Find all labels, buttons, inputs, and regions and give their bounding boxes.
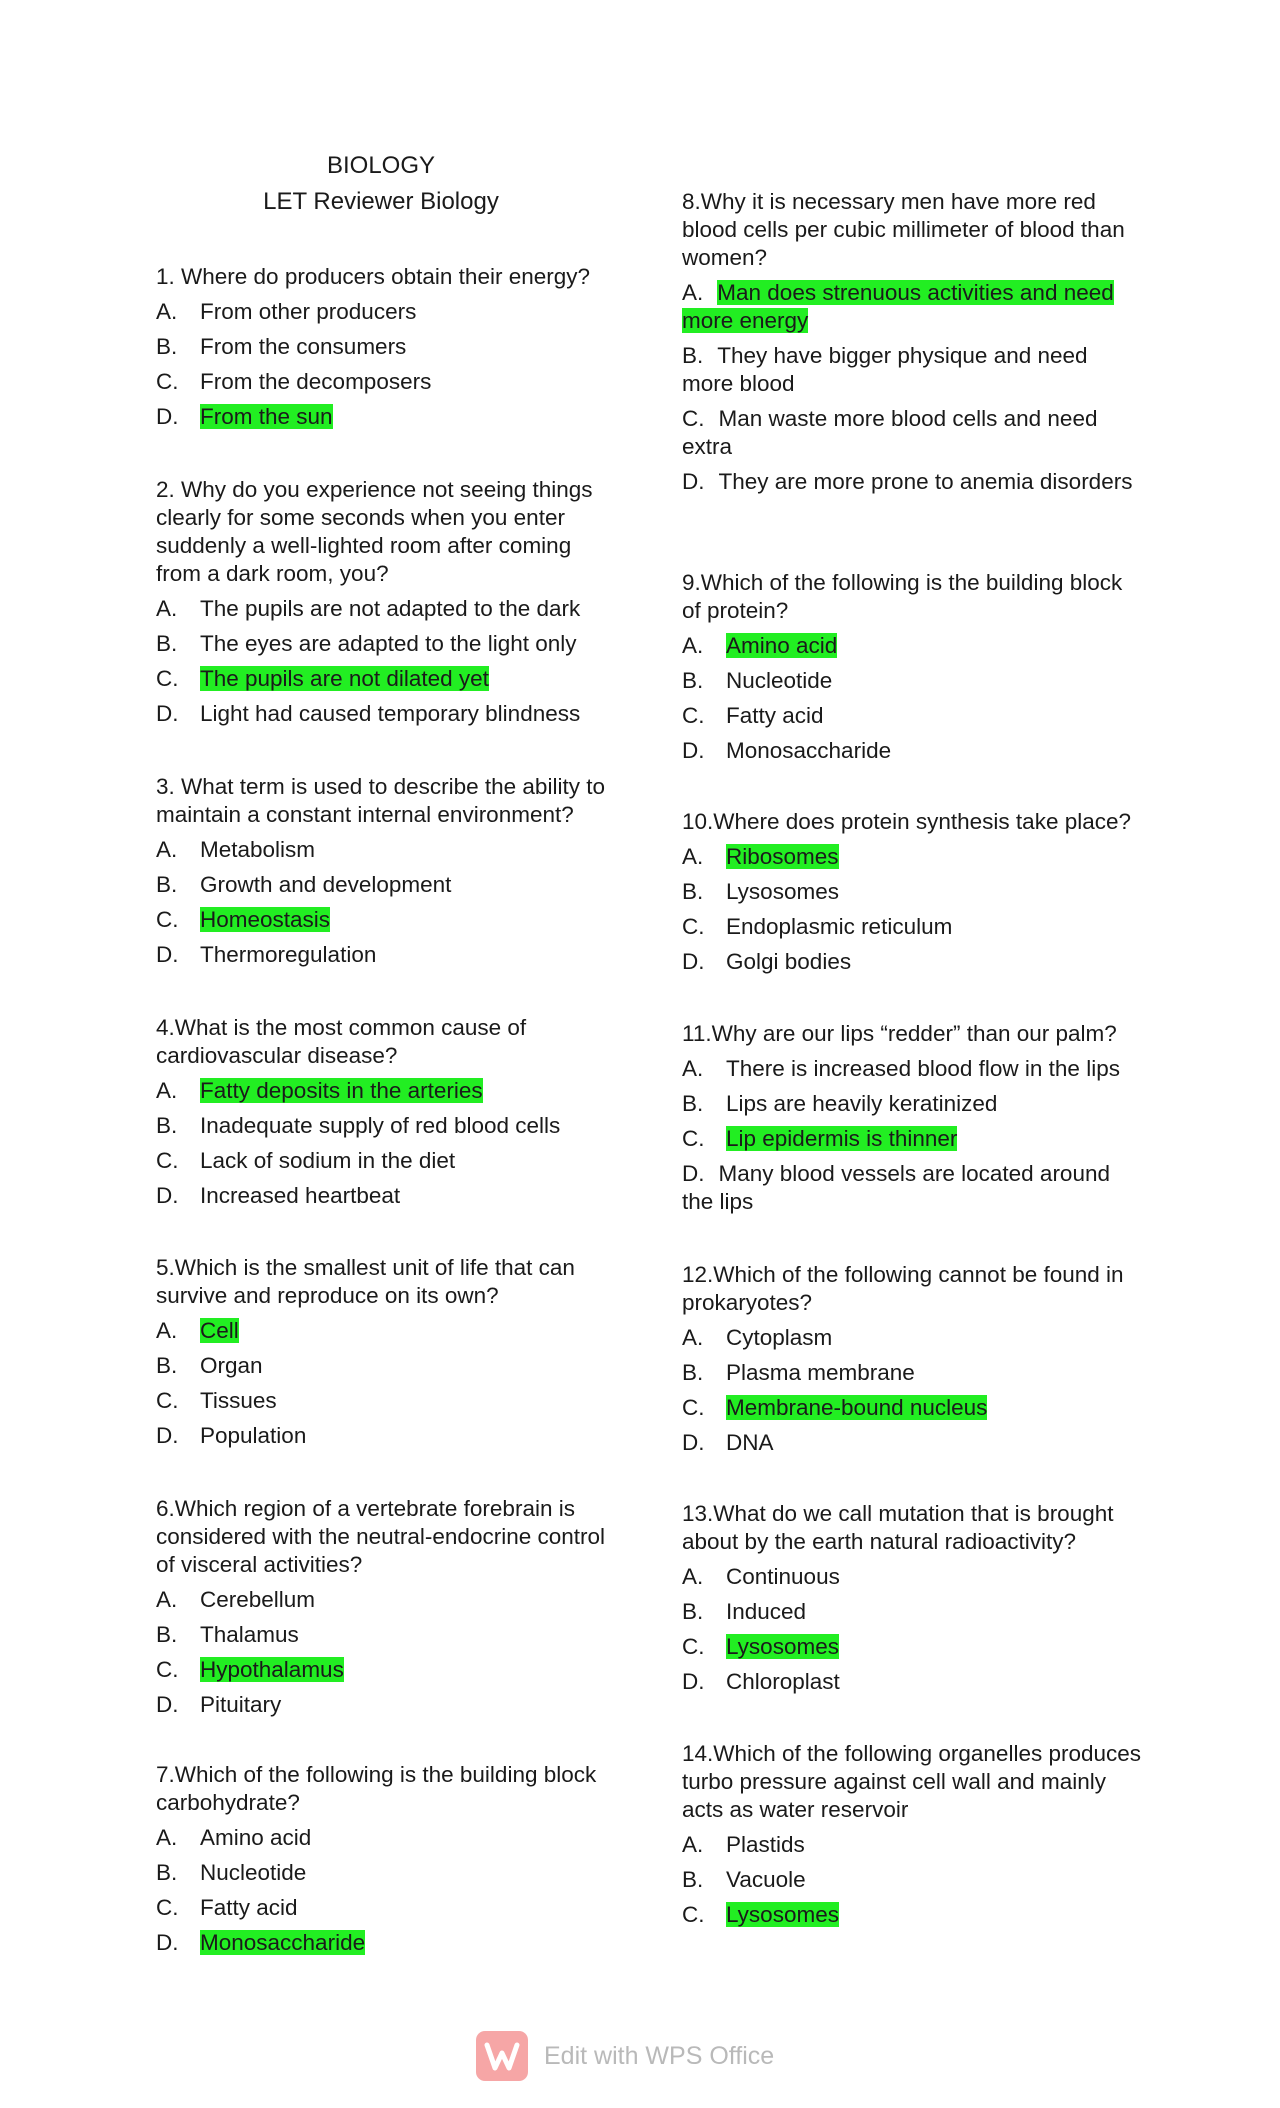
- option-text: Endoplasmic reticulum: [726, 914, 953, 939]
- answer-option: [682, 1429, 1142, 1457]
- question-block: [156, 1014, 616, 1217]
- answer-option: [156, 333, 616, 361]
- option-text: Light had caused temporary blindness: [200, 701, 581, 726]
- answer-option: [156, 1317, 616, 1345]
- option-letter: A.: [682, 1832, 704, 1857]
- answer-option: [156, 1387, 616, 1415]
- option-text: Tissues: [200, 1388, 277, 1413]
- answer-option: [156, 941, 616, 969]
- option-letter: B.: [682, 1360, 704, 1385]
- wps-logo-icon[interactable]: [476, 2031, 528, 2081]
- option-letter: B.: [682, 1091, 704, 1116]
- option-text: Increased heartbeat: [200, 1183, 401, 1208]
- option-letter: B.: [682, 879, 704, 904]
- correct-answer-highlight: Lysosomes: [726, 1634, 839, 1659]
- answer-option: [156, 368, 616, 396]
- question-stem: 2. Why do you experience not seeing things clearly for some seconds when you enter suddenly a well-lighted room after coming from a dark room, you?: [156, 477, 593, 586]
- answer-option: [156, 1656, 616, 1684]
- option-letter: D.: [682, 1430, 705, 1455]
- option-letter: C.: [682, 1126, 705, 1151]
- answer-option: [156, 298, 616, 326]
- answer-option: [682, 1324, 1142, 1352]
- document-title: BIOLOGY: [326, 152, 436, 179]
- option-letter: B.: [682, 668, 704, 693]
- option-text: Continuous: [726, 1564, 840, 1589]
- option-text: Many blood vessels are located around the lips: [682, 1161, 1110, 1214]
- option-letter: B.: [156, 334, 178, 359]
- option-text: Nucleotide: [200, 1860, 307, 1885]
- option-letter: D.: [156, 1423, 179, 1448]
- option-letter: B.: [682, 1599, 704, 1624]
- answer-option: [156, 1586, 616, 1614]
- question-stem: 9.Which of the following is the building block of protein?: [682, 570, 1123, 623]
- option-letter: B.: [156, 1622, 178, 1647]
- correct-answer-highlight: Lip epidermis is thinner: [726, 1126, 958, 1151]
- option-letter: C.: [682, 1395, 705, 1420]
- answer-option: [156, 700, 616, 728]
- answer-option: [156, 871, 616, 899]
- question-block: [156, 773, 616, 976]
- question-block: [682, 1500, 1142, 1703]
- question-stem: 14.Which of the following organelles produces turbo pressure against cell wall and mainly acts as water reservoir: [682, 1741, 1142, 1822]
- answer-option: [682, 1668, 1142, 1696]
- answer-option: [156, 665, 616, 693]
- option-text: Lysosomes: [726, 879, 839, 904]
- option-text: Induced: [726, 1599, 807, 1624]
- option-text: Growth and development: [200, 872, 452, 897]
- option-letter: D.: [682, 1669, 705, 1694]
- answer-option: [682, 1055, 1142, 1083]
- option-letter: C.: [156, 1657, 179, 1682]
- question-block: [682, 1740, 1142, 1936]
- answer-option: [682, 342, 1142, 398]
- answer-option: [682, 405, 1142, 461]
- option-letter: C.: [156, 369, 179, 394]
- option-text: Golgi bodies: [726, 949, 852, 974]
- option-letter: C.: [682, 406, 705, 431]
- option-letter: D.: [682, 1161, 705, 1186]
- option-letter: B.: [156, 1860, 178, 1885]
- option-text: From the decomposers: [200, 369, 432, 394]
- wps-footer-text[interactable]: Edit with WPS Office: [544, 2041, 775, 2070]
- option-letter: D.: [156, 1930, 179, 1955]
- option-letter: D.: [682, 469, 705, 494]
- answer-option: [682, 632, 1142, 660]
- option-text: Chloroplast: [726, 1669, 840, 1694]
- option-text: The eyes are adapted to the light only: [200, 631, 577, 656]
- correct-answer-highlight: Man does strenuous activities and need more energy: [682, 280, 1114, 333]
- answer-option: [156, 1859, 616, 1887]
- option-letter: A.: [156, 1825, 178, 1850]
- option-text: DNA: [726, 1430, 774, 1455]
- answer-option: [682, 878, 1142, 906]
- option-text: Plastids: [726, 1832, 805, 1857]
- option-text: From other producers: [200, 299, 417, 324]
- answer-option: [156, 1147, 616, 1175]
- correct-answer-highlight: Lysosomes: [726, 1902, 839, 1927]
- question-stem: 7.Which of the following is the building block carbohydrate?: [156, 1762, 597, 1815]
- answer-option: [682, 1394, 1142, 1422]
- wps-footer[interactable]: [476, 2031, 774, 2081]
- option-text: Monosaccharide: [726, 738, 892, 763]
- option-text: Population: [200, 1423, 307, 1448]
- option-letter: B.: [682, 343, 704, 368]
- answer-option: [682, 1901, 1142, 1929]
- question-block: [682, 569, 1142, 772]
- answer-option: [156, 1422, 616, 1450]
- answer-option: [156, 1894, 616, 1922]
- option-text: Fatty acid: [200, 1895, 298, 1920]
- question-block: [156, 1761, 616, 1964]
- option-text: Organ: [200, 1353, 263, 1378]
- option-letter: B.: [156, 1353, 178, 1378]
- answer-option: [156, 630, 616, 658]
- option-text: Lips are heavily keratinized: [726, 1091, 998, 1116]
- option-letter: A.: [682, 280, 704, 305]
- correct-answer-highlight: The pupils are not dilated yet: [200, 666, 489, 691]
- correct-answer-highlight: Hypothalamus: [200, 1657, 344, 1682]
- answer-option: [682, 702, 1142, 730]
- question-stem: 1. Where do producers obtain their energy?: [156, 264, 591, 289]
- option-letter: B.: [156, 872, 178, 897]
- option-text: Cerebellum: [200, 1587, 316, 1612]
- question-block: [682, 808, 1142, 983]
- correct-answer-highlight: Ribosomes: [726, 844, 839, 869]
- option-text: They are more prone to anemia disorders: [718, 469, 1133, 494]
- answer-option: [682, 948, 1142, 976]
- question-block: [156, 1495, 616, 1726]
- option-text: They have bigger physique and need more blood: [682, 343, 1088, 396]
- correct-answer-highlight: Fatty deposits in the arteries: [200, 1078, 483, 1103]
- option-text: Vacuole: [726, 1867, 806, 1892]
- answer-option: [682, 1125, 1142, 1153]
- answer-option: [156, 836, 616, 864]
- answer-option: [682, 913, 1142, 941]
- answer-option: [156, 1352, 616, 1380]
- option-letter: A.: [156, 1078, 178, 1103]
- option-text: Lack of sodium in the diet: [200, 1148, 456, 1173]
- option-text: Man waste more blood cells and need extra: [682, 406, 1098, 459]
- answer-option: [156, 1824, 616, 1852]
- question-stem: 4.What is the most common cause of cardiovascular disease?: [156, 1015, 527, 1068]
- question-stem: 8.Why it is necessary men have more red blood cells per cubic millimeter of blood than women?: [682, 189, 1125, 270]
- option-letter: A.: [682, 633, 704, 658]
- option-text: Inadequate supply of red blood cells: [200, 1113, 561, 1138]
- answer-option: [682, 468, 1142, 496]
- answer-option: [682, 667, 1142, 695]
- option-letter: D.: [156, 404, 179, 429]
- option-text: There is increased blood flow in the lips: [726, 1056, 1120, 1081]
- answer-option: [682, 1831, 1142, 1859]
- option-letter: C.: [156, 666, 179, 691]
- correct-answer-highlight: Cell: [200, 1318, 239, 1343]
- question-stem: 11.Why are our lips “redder” than our palm?: [682, 1021, 1117, 1046]
- option-letter: A.: [682, 844, 704, 869]
- answer-option: [682, 1090, 1142, 1118]
- option-letter: A.: [156, 837, 178, 862]
- option-letter: C.: [156, 1148, 179, 1173]
- option-text: Cytoplasm: [726, 1325, 833, 1350]
- answer-option: [682, 1359, 1142, 1387]
- option-text: Metabolism: [200, 837, 316, 862]
- option-letter: D.: [156, 942, 179, 967]
- option-letter: D.: [156, 1183, 179, 1208]
- option-letter: B.: [156, 1113, 178, 1138]
- question-stem: 6.Which region of a vertebrate forebrain is considered with the neutral-endocrine control of visceral activities?: [156, 1496, 606, 1577]
- question-stem: 5.Which is the smallest unit of life that can survive and reproduce on its own?: [156, 1255, 575, 1308]
- answer-option: [156, 403, 616, 431]
- question-stem: 10.Where does protein synthesis take place?: [682, 809, 1132, 834]
- answer-option: [682, 1160, 1142, 1216]
- answer-option: [156, 1691, 616, 1719]
- option-text: Thalamus: [200, 1622, 299, 1647]
- option-letter: C.: [682, 914, 705, 939]
- option-text: From the consumers: [200, 334, 407, 359]
- answer-option: [156, 906, 616, 934]
- document-subtitle: LET Reviewer Biology: [263, 188, 499, 215]
- answer-option: [682, 843, 1142, 871]
- answer-option: [682, 1598, 1142, 1626]
- question-block: [682, 1020, 1142, 1223]
- option-letter: C.: [156, 1388, 179, 1413]
- question-stem: 3. What term is used to describe the ability to maintain a constant internal environment?: [156, 774, 605, 827]
- option-letter: A.: [156, 1318, 178, 1343]
- option-letter: C.: [682, 1902, 705, 1927]
- question-block: [682, 188, 1142, 503]
- option-letter: D.: [682, 949, 705, 974]
- option-letter: A.: [682, 1564, 704, 1589]
- option-text: Pituitary: [200, 1692, 282, 1717]
- answer-option: [156, 1077, 616, 1105]
- answer-option: [156, 1929, 616, 1957]
- question-block: [156, 263, 616, 438]
- option-text: Amino acid: [200, 1825, 312, 1850]
- option-text: Plasma membrane: [726, 1360, 915, 1385]
- option-letter: B.: [156, 631, 178, 656]
- answer-option: [156, 1112, 616, 1140]
- question-stem: 12.Which of the following cannot be found in prokaryotes?: [682, 1262, 1124, 1315]
- option-letter: C.: [156, 1895, 179, 1920]
- option-letter: D.: [682, 738, 705, 763]
- option-text: Fatty acid: [726, 703, 824, 728]
- option-text: The pupils are not adapted to the dark: [200, 596, 581, 621]
- question-block: [156, 1254, 616, 1457]
- option-letter: C.: [682, 703, 705, 728]
- question-block: [156, 476, 616, 735]
- question-block: [682, 1261, 1142, 1464]
- option-letter: B.: [682, 1867, 704, 1892]
- answer-option: [156, 1621, 616, 1649]
- correct-answer-highlight: Homeostasis: [200, 907, 331, 932]
- correct-answer-highlight: Monosaccharide: [200, 1930, 366, 1955]
- option-text: Thermoregulation: [200, 942, 377, 967]
- answer-option: [156, 595, 616, 623]
- option-letter: A.: [682, 1056, 704, 1081]
- option-letter: A.: [156, 299, 178, 324]
- answer-option: [682, 279, 1142, 335]
- answer-option: [682, 1866, 1142, 1894]
- option-text: Nucleotide: [726, 668, 833, 693]
- option-letter: A.: [682, 1325, 704, 1350]
- question-stem: 13.What do we call mutation that is brought about by the earth natural radioactivity?: [682, 1501, 1114, 1554]
- answer-option: [682, 737, 1142, 765]
- option-letter: D.: [156, 1692, 179, 1717]
- option-letter: A.: [156, 1587, 178, 1612]
- correct-answer-highlight: From the sun: [200, 404, 333, 429]
- option-letter: D.: [156, 701, 179, 726]
- option-letter: A.: [156, 596, 178, 621]
- answer-option: [156, 1182, 616, 1210]
- answer-option: [682, 1563, 1142, 1591]
- correct-answer-highlight: Membrane-bound nucleus: [726, 1395, 988, 1420]
- answer-option: [682, 1633, 1142, 1661]
- option-letter: C.: [156, 907, 179, 932]
- option-letter: C.: [682, 1634, 705, 1659]
- correct-answer-highlight: Amino acid: [726, 633, 838, 658]
